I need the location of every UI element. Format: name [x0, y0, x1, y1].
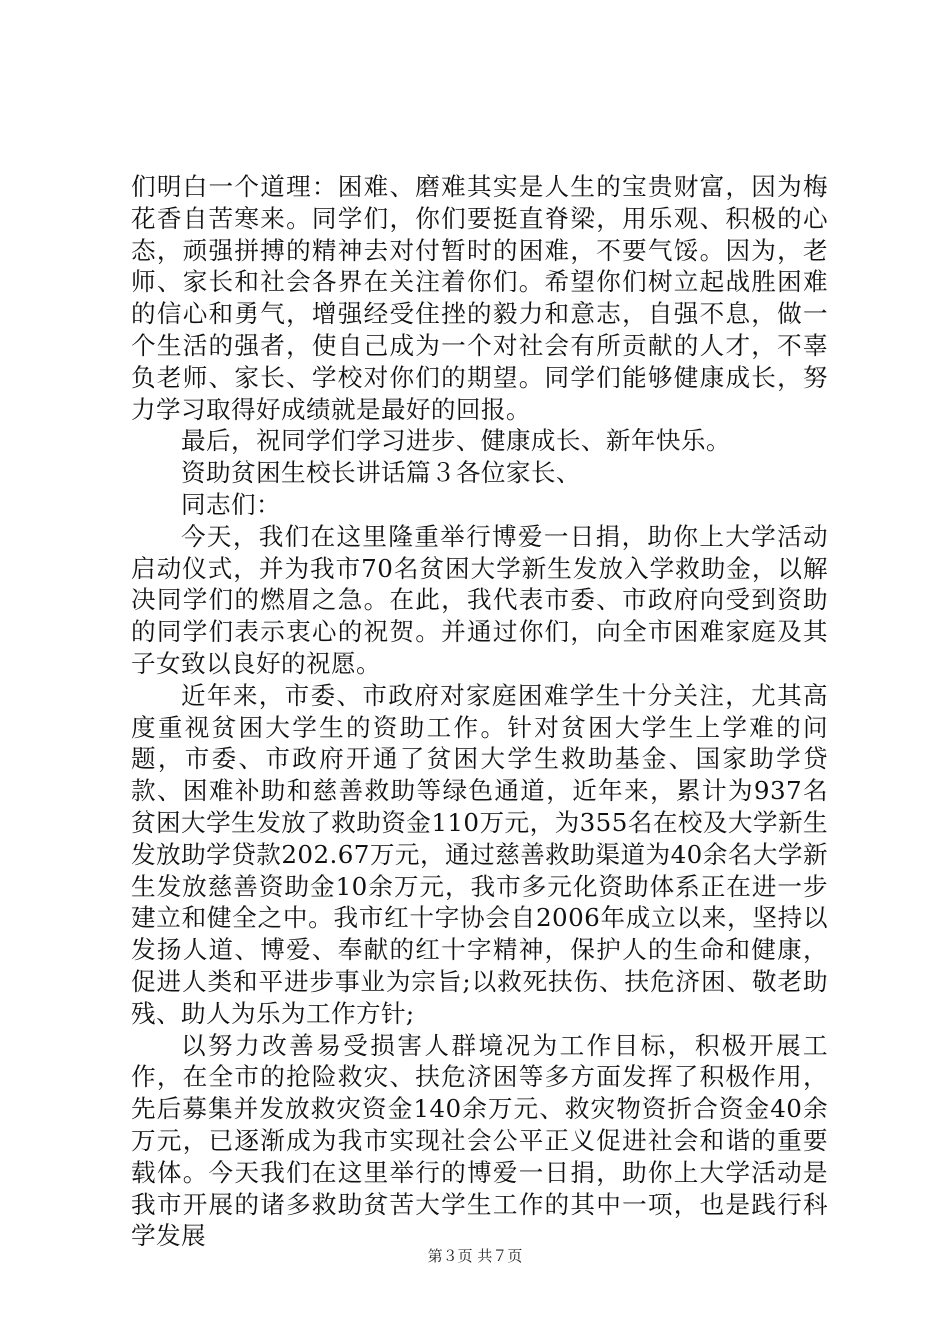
document-body — [131, 171, 828, 1252]
paragraph-6: 近年来，市委、市政府对家庭困难学生十分关注，尤其高度重视贫困大学生的资助工作。针对贫困大学生上学难的问题，市委、市政府开通了贫困大学生救助基金、国家助学贷款、困难补助和慈善救助等绿色通道，近年来，累计为937名贫困大学生发放了救助资金110万元，为355名在校及大学新生发放助学贷款202.67万元，通过慈善救助渠道为40余名大学新生发放慈善资助金10余万元，我市多元化资助体系正在进一步建立和健全之中。我市红十字协会自2006年成立以来，坚持以发扬人道、博爱、奉献的红十字精神，保护人的生命和健康，促进人类和平进步事业为宗旨;以救死扶伤、扶危济困、敬老助残、助人为乐为工作方针; — [131, 680, 828, 1028]
paragraph-1: 们明白一个道理：困难、磨难其实是人生的宝贵财富，因为梅花香自苦寒来。同学们，你们要挺直脊梁，用乐观、积极的心态，顽强拼搏的精神去对付暂时的困难，不要气馁。因为，老师、家长和社会各界在关注着你们。希望你们树立起战胜困难的信心和勇气，增强经受住挫的毅力和意志，自强不息，做一个生活的强者，使自己成为一个对社会有所贡献的人才，不辜负老师、家长、学校对你们的期望。同学们能够健康成长，努力学习取得好成绩就是最好的回报。 — [131, 172, 828, 424]
paragraph-5: 今天，我们在这里隆重举行博爱一日捐，助你上大学活动启动仪式，并为我市70名贫困大学新生发放入学救助金，以解决同学们的燃眉之急。在此，我代表市委、市政府向受到资助的同学们表示衷心的祝贺。并通过你们，向全市困难家庭及其子女致以良好的祝愿。 — [131, 521, 828, 678]
paragraph-3-heading: 资助贫困生校长讲话篇３各位家长、 — [181, 458, 581, 488]
paragraph-2: 最后，祝同学们学习进步、健康成长、新年快乐。 — [181, 426, 731, 456]
page-footer: 第３页 共７页 — [427, 1247, 523, 1265]
paragraph-4-salutation: 同志们： — [181, 489, 281, 519]
paragraph-7: 以努力改善易受损害人群境况为工作目标，积极开展工作，在全市的抢险救灾、扶危济困等多方面发挥了积极作用，先后募集并发放救灾资金140余万元、救灾物资折合资金40余万元，已逐渐成为我市实现社会公平正义促进社会和谐的重要载体。今天我们在这里举行的博爱一日捐，助你上大学活动是我市开展的诸多救助贫苦大学生工作的其中一项，也是践行科学发展 — [131, 1030, 828, 1251]
